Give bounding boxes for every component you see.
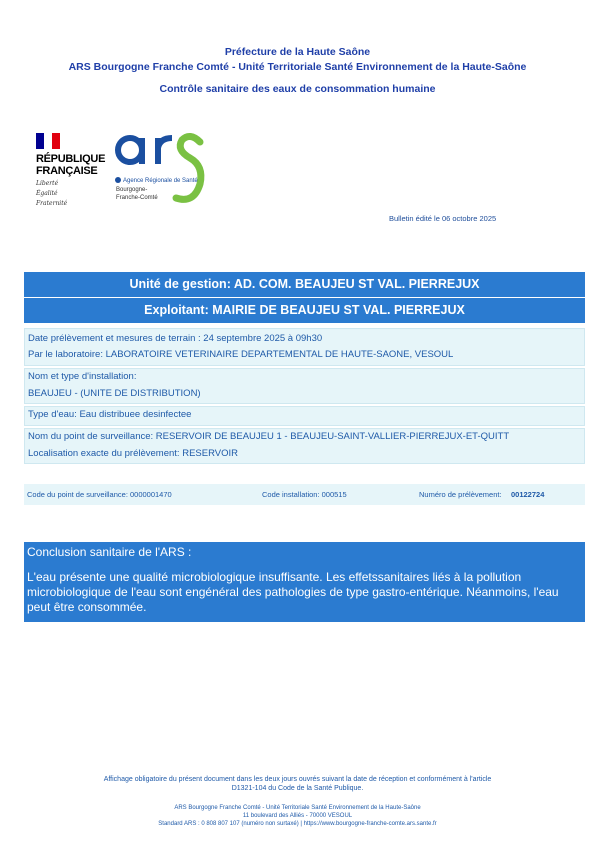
rf-title-line2: FRANÇAISE: [36, 165, 98, 177]
surveillance-point-block: [24, 428, 585, 464]
installation-block: [24, 368, 585, 404]
ars-logo-graphic: [112, 124, 212, 214]
footer-street: 11 boulevard des Alliés - 70000 VESOUL: [242, 813, 353, 819]
sampling-location: Localisation exacte du prélèvement: RESERVOIR: [28, 448, 238, 459]
water-type-block: [24, 406, 585, 426]
surveillance-point-code: Code du point de surveillance: 0000001470: [27, 490, 172, 499]
water-type: Type d'eau: Eau distribuee desinfectee: [28, 409, 192, 420]
installation-label: Nom et type d'installation:: [28, 371, 137, 382]
sample-number-label: Numéro de prélèvement:: [419, 490, 502, 499]
rf-motto-fraternite: Fraternité: [36, 200, 68, 207]
french-flag-icon: [36, 133, 60, 149]
rf-motto-liberte: Liberté: [36, 180, 59, 187]
ars-region-line1: Bourgogne-: [116, 187, 148, 193]
header-prefecture: Préfecture de la Haute Saône: [224, 46, 371, 58]
rf-title-line1: RÉPUBLIQUE: [36, 153, 106, 165]
header-ars-unit: ARS Bourgogne Franche Comté - Unité Territoriale Santé Environnement de la Haute-Saône: [68, 61, 527, 73]
footer-contact: Standard ARS : 0 808 807 107 (numéro non surtaxé) | https://www.bourgogne-franche-comte.ars.sante.fr: [158, 821, 437, 827]
footer-org: ARS Bourgogne Franche Comté - Unité Territoriale Santé Environnement de la Haute-Saône: [174, 805, 421, 811]
sampling-info-block: [24, 328, 585, 366]
unite-de-gestion-banner: Unité de gestion: AD. COM. BEAUJEU ST VAL. PIERREJUX: [24, 272, 585, 297]
exploitant-banner: Exploitant: MAIRIE DE BEAUJEU ST VAL. PIERREJUX: [24, 298, 585, 323]
rf-motto-egalite: Égalité: [36, 190, 58, 197]
footer-notice-line1: Affichage obligatoire du présent document dans les deux jours ouvrés suivant la date de réception et conformément à l'article: [103, 776, 492, 783]
bulletin-date: Bulletin édité le 06 octobre 2025: [389, 214, 497, 223]
footer-notice: [0, 775, 595, 793]
laboratory: Par le laboratoire: LABORATOIRE VETERINAIRE DEPARTEMENTAL DE HAUTE-SAONE, VESOUL: [28, 349, 454, 360]
conclusion-text: L'eau présente une qualité microbiologique insuffisante. Les effetssanitaires liés à la pollution microbiologique de l'eau sont engénéral des pathologies de type gastro-entérique. Néanmoins, l'eau peut être consommée.: [27, 570, 559, 614]
ars-tagline: Agence Régionale de Santé: [123, 178, 198, 184]
sampling-date: Date prélèvement et mesures de terrain : 24 septembre 2025 à 09h30: [28, 333, 323, 344]
installation-value: BEAUJEU - (UNITE DE DISTRIBUTION): [28, 388, 201, 399]
footer-address: [0, 804, 595, 828]
footer-notice-line2: D1321-104 du Code de la Santé Publique.: [231, 785, 364, 792]
codes-block: [24, 484, 585, 505]
sample-number-value: 00122724: [511, 490, 545, 499]
ars-logo: [112, 124, 212, 214]
conclusion-block: [24, 542, 585, 622]
conclusion-title: Conclusion sanitaire de l'ARS :: [27, 545, 192, 559]
ars-region-line2: Franche-Comté: [116, 195, 158, 201]
header-controle: Contrôle sanitaire des eaux de consommation humaine: [159, 83, 436, 95]
surveillance-point: Nom du point de surveillance: RESERVOIR DE BEAUJEU 1 - BEAUJEU-SAINT-VALLIER-PIERREJUX-ET-QUITT: [28, 431, 510, 442]
installation-code: Code installation: 000515: [262, 490, 347, 499]
republique-francaise-logo: [36, 131, 106, 223]
